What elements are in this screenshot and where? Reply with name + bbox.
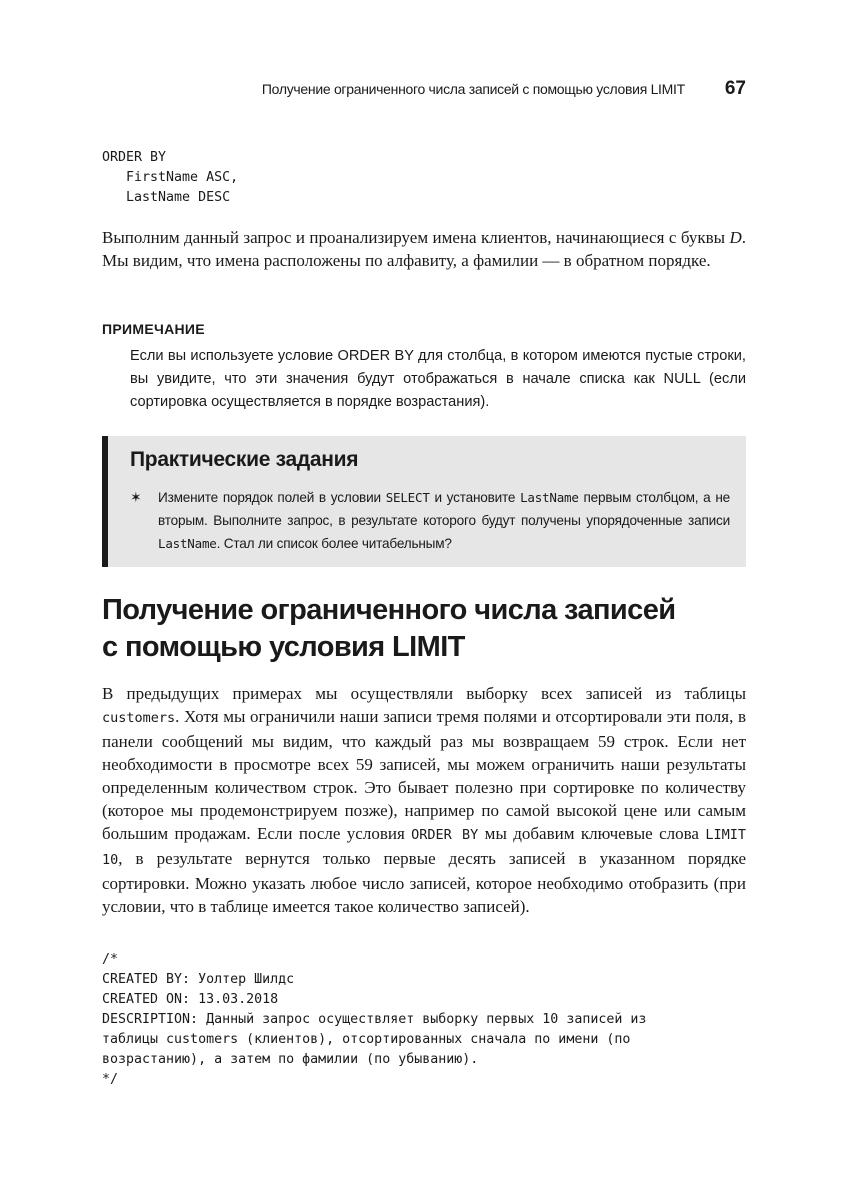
code-line: ORDER BY	[102, 150, 167, 165]
text-run: и установите	[429, 490, 521, 505]
practice-item	[130, 486, 730, 555]
section-heading	[102, 592, 746, 666]
code-line: CREATED ON: 13.03.2018	[102, 992, 279, 1007]
inline-code: LastName	[158, 536, 217, 551]
text-run: . Стал ли список более читабельным?	[216, 536, 452, 551]
running-title: Получение ограниченного числа записей с помощью условия LIMIT	[261, 81, 685, 97]
code-block-order-by	[102, 148, 238, 208]
inline-code: ORDER BY	[411, 827, 479, 843]
inline-code: SELECT	[385, 490, 430, 505]
inline-code: LIMIT 10	[102, 827, 746, 868]
note-text: Если вы используете условие ORDER BY для столбца, в котором имеются пустые строки, вы увидите, что эти значения будут отображаться в начале списка как NULL (если сортировка осуществляется в порядке возрастания).	[130, 348, 746, 410]
text-run: , в результате вернутся только первые десять записей в указанном порядке сортировки. Можно указать любое число записей, которое необходимо отобразить (при условии, что в таблице имеется такое количество записей).	[102, 849, 746, 916]
code-line: FirstName ASC,	[102, 170, 239, 185]
text-run: . Хотя мы ограничили наши записи тремя полями и отсортировали эти поля, в панели сообщений мы видим, что каждый раз мы возвращаем 59 строк. Если нет необходимости в просмотре всех 59 записей, мы можем ограничить наши результаты определенным количеством строк. Это бывает полезно при сортировке по количеству (которое мы продемонстрируем позже), например по самой высокой цене или самым большим продажам. Если после условия	[102, 707, 746, 843]
note-label: ПРИМЕЧАНИЕ	[102, 321, 205, 337]
page-header	[102, 78, 746, 100]
practice-box	[102, 436, 746, 567]
code-block-comment	[102, 950, 646, 1090]
page-number: 67	[724, 78, 746, 99]
code-line: CREATED BY: Уолтер Шилдс	[102, 972, 295, 987]
code-line: LastName DESC	[102, 190, 231, 205]
text-run: мы добавим ключевые слова	[478, 824, 706, 843]
heading-line: Получение ограниченного числа записей	[102, 594, 676, 626]
text-run: В предыдущих примерах мы осуществляли выборку всех записей из таблицы	[102, 684, 746, 703]
star-bullet-icon: ✶	[130, 489, 142, 505]
text-run: Измените порядок полей в условии	[158, 490, 386, 505]
heading-line: с помощью условия LIMIT	[102, 631, 465, 663]
practice-title: Практические задания	[130, 448, 359, 471]
code-line: таблицы customers (клиентов), отсортированных сначала по имени (по	[102, 1032, 631, 1047]
text-run: Выполним данный запрос и проанализируем имена клиентов, начинающиеся с буквы	[102, 228, 730, 247]
practice-text	[158, 486, 730, 555]
inline-code: LastName	[520, 490, 579, 505]
paragraph-sort-explanation	[102, 226, 746, 272]
text-run: первым столбцом, а не вторым. Выполните запрос, в результате которого будут получены упорядоченные записи	[158, 490, 730, 528]
code-line: */	[102, 1072, 119, 1087]
text-run: . Мы видим, что имена расположены по алфавиту, а фамилии — в обратном порядке.	[102, 228, 746, 270]
code-line: DESCRIPTION: Данный запрос осуществляет выборку первых 10 записей из	[102, 1012, 647, 1027]
code-line: возрастанию), а затем по фамилии (по убыванию).	[102, 1052, 479, 1067]
inline-code: customers	[102, 710, 176, 726]
paragraph-limit-explanation	[102, 682, 746, 918]
italic-letter: D	[729, 228, 742, 247]
code-line: /*	[102, 952, 119, 967]
